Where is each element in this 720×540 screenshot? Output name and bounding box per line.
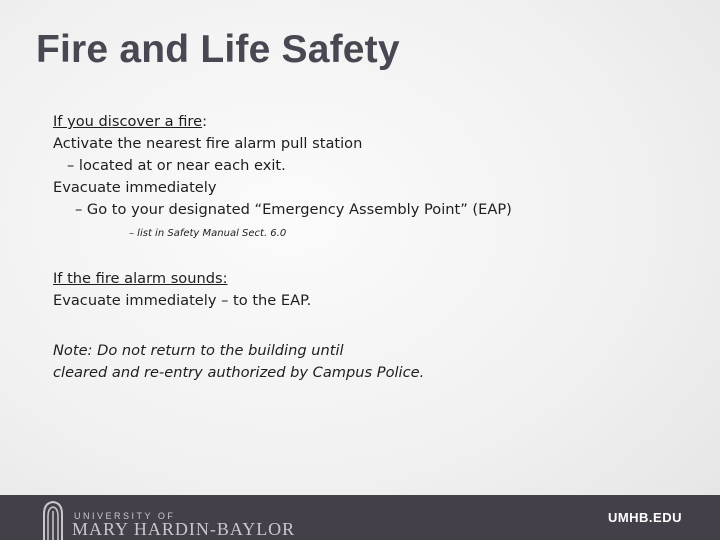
alarm-heading: If the fire alarm sounds: <box>53 270 228 287</box>
slide-body <box>53 111 673 384</box>
note-line-1: Note: Do not return to the building until <box>53 342 344 359</box>
note-line-2: cleared and re-entry authorized by Campus Police. <box>53 364 425 381</box>
step-activate-alarm: Activate the nearest fire alarm pull station <box>53 135 363 152</box>
logo-university-name: MARY HARDIN-BAYLOR <box>72 519 296 539</box>
discover-heading: If you discover a fire <box>53 113 203 130</box>
logo-university-of: UNIVERSITY OF <box>74 511 176 521</box>
step-evacuate-detail: – Go to your designated “Emergency Assembly Point” (EAP) <box>75 201 512 218</box>
alarm-heading-line <box>53 268 673 290</box>
safety-manual-reference: – list in Safety Manual Sect. 6.0 <box>129 228 287 239</box>
slide-title: Fire and Life Safety <box>36 28 400 71</box>
website-link[interactable]: UMHB.EDU <box>607 510 682 525</box>
step-activate-alarm-detail: – located at or near each exit. <box>67 157 286 174</box>
step-evacuate: Evacuate immediately <box>53 179 217 196</box>
discover-heading-line <box>53 111 673 133</box>
university-tower-icon <box>40 500 66 540</box>
alarm-instruction: Evacuate immediately – to the EAP. <box>53 292 312 309</box>
footer-bar <box>0 495 720 540</box>
discover-heading-colon: : <box>202 113 208 130</box>
